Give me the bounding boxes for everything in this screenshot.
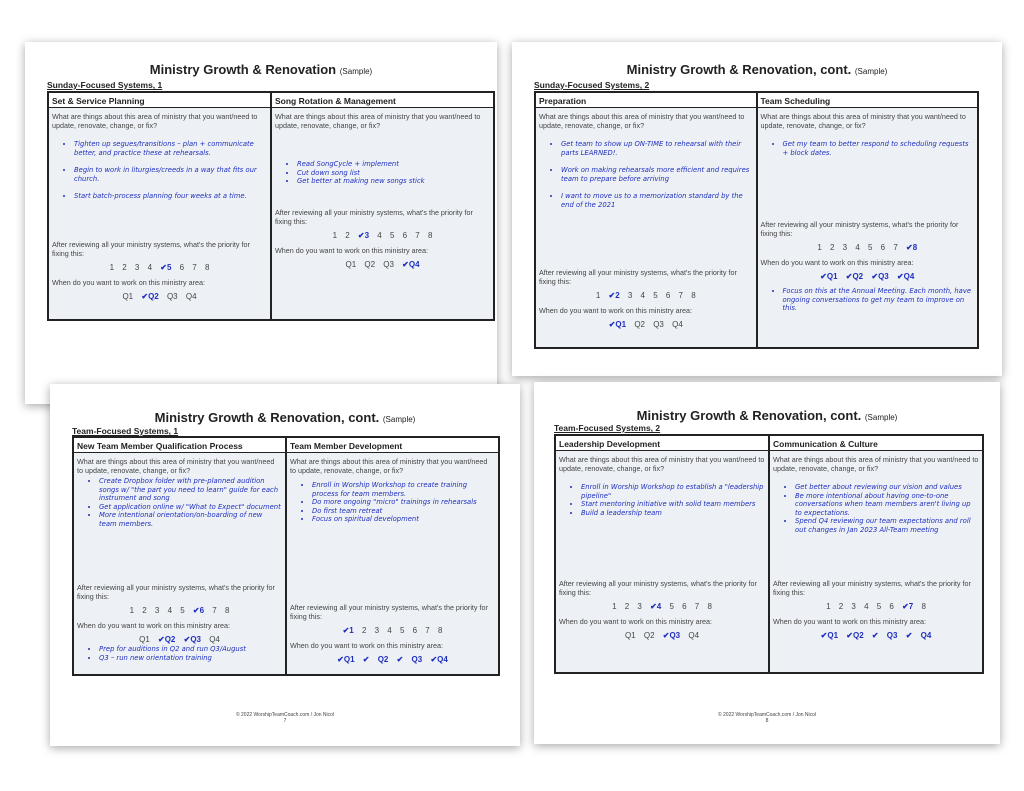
when-question: When do you want to work on this ministry area: (290, 641, 444, 650)
priority-section (77, 583, 282, 665)
when-question: When do you want to work on this ministry area: (539, 306, 693, 315)
priority-scale: 1 2 3 4 5 6 ✔7 8 (826, 602, 926, 611)
list-item: • Create Dropbox folder with pre-planned audition songs w/ "the part you need to learn" guide for each instrument and song (99, 477, 282, 503)
column-heading: Leadership Development (556, 436, 768, 451)
column-heading: Preparation (536, 93, 756, 108)
list-item: • Be more intentional about having one-to-one conversations when team members aren't living up to expectations. (795, 492, 979, 518)
list-item: • Enroll in Worship Workshop to create training process for team members. (312, 481, 495, 498)
when-question: When do you want to work on this ministry area: (773, 617, 927, 626)
question-text: What are things about this area of ministry that you want/need to update, renovate, change, or fix? (275, 112, 481, 130)
list-item: • Do more ongoing "micro" trainings in rehearsals (312, 498, 495, 507)
handwritten-notes (761, 287, 975, 313)
priority-section (773, 579, 979, 646)
priority-section (761, 220, 975, 316)
list-item: • Cut down song list (297, 169, 490, 178)
question-text: What are things about this area of ministry that you want/need to update, renovate, change, or fix? (773, 455, 979, 473)
column-body (287, 453, 498, 674)
list-item: • Begin to work in liturgies/creeds in a way that fits our church. (74, 166, 267, 183)
list-item: • Get team to show up ON-TIME to rehearsal with their parts LEARNED!. (561, 140, 753, 157)
section-label: Sunday-Focused Systems, 1 (47, 80, 163, 90)
column-body (536, 108, 756, 347)
list-item: • Read SongCycle + implement (297, 160, 490, 169)
list-item: • Q3 – run new orientation training (99, 654, 282, 663)
column-body (272, 108, 493, 319)
column-heading: New Team Member Qualification Process (74, 438, 285, 453)
priority-question: After reviewing all your ministry systems, what's the priority for fixing this: (52, 240, 250, 258)
quarter-selection: Q1 ✔Q2 ✔Q3 Q4 (139, 635, 220, 644)
worksheet-column-left (74, 438, 285, 674)
handwritten-list (290, 481, 495, 524)
priority-question: After reviewing all your ministry systems, what's the priority for fixing this: (760, 220, 959, 238)
column-body (758, 108, 978, 347)
list-item: • Get better at making new songs stick (297, 177, 490, 186)
handwritten-list (77, 477, 282, 528)
quarter-selection: ✔Q1 ✔Q2 ✔Q3 ✔Q4 (820, 272, 915, 281)
quarter-selection: ✔Q1 ✔ Q2 ✔ Q3 ✔Q4 (337, 655, 448, 664)
question-text: What are things about this area of ministry that you want/need to update, renovate, change, or fix? (559, 455, 765, 473)
worksheet-column-left (536, 93, 756, 347)
handwritten-list (559, 483, 765, 517)
worksheet-grid (72, 436, 500, 676)
column-heading: Communication & Culture (770, 436, 982, 451)
column-heading: Set & Service Planning (49, 93, 270, 108)
handwritten-notes (77, 645, 282, 662)
worksheet-column-right (768, 436, 982, 672)
worksheet-column-left (49, 93, 270, 319)
handwritten-list (539, 140, 753, 209)
page-number: 8 (765, 718, 769, 724)
priority-section (559, 579, 765, 646)
handwritten-list (52, 140, 267, 201)
page-footer (50, 712, 520, 724)
worksheet-column-right (756, 93, 978, 347)
column-body (49, 108, 270, 319)
list-item: • Work on making rehearsals more efficient and requires team to prepare before arriving (561, 166, 753, 183)
priority-question: After reviewing all your ministry systems, what's the priority for fixing this: (275, 208, 473, 226)
page-title: Ministry Growth & Renovation (Sample) (149, 62, 373, 77)
column-heading: Team Scheduling (758, 93, 978, 108)
handwritten-list (773, 483, 979, 534)
list-item: • I want to move us to a memorization standard by the end of the 2021 (561, 192, 753, 209)
column-body (556, 451, 768, 672)
copyright-text: © 2022 WorshipTeamCoach.com / Jon Nicol (717, 712, 817, 718)
section-label: Sunday-Focused Systems, 2 (534, 80, 650, 90)
priority-scale: 1 ✔2 3 4 5 6 7 8 (595, 291, 696, 300)
list-item: • Enroll in Worship Workshop to establish a "leadership pipeline" (581, 483, 765, 500)
list-item: • Focus on spiritual development (312, 515, 495, 524)
priority-section (52, 240, 267, 307)
priority-scale: ✔1 2 3 4 5 6 7 8 (342, 626, 443, 635)
worksheet-column-right (270, 93, 493, 319)
list-item: • Spend Q4 reviewing our team expectations and roll out changes in Jan 2023 All-Team meeting (795, 517, 979, 534)
worksheet-grid (554, 434, 984, 674)
column-body (770, 451, 982, 672)
priority-question: After reviewing all your ministry systems, what's the priority for fixing this: (773, 579, 971, 597)
priority-question: After reviewing all your ministry systems, what's the priority for fixing this: (77, 583, 275, 601)
list-item: • Start batch-process planning four weeks at a time. (74, 192, 267, 201)
when-question: When do you want to work on this ministry area: (275, 246, 429, 255)
quarter-selection: Q1 Q2 Q3 ✔Q4 (345, 260, 420, 269)
handwritten-list (275, 160, 490, 186)
priority-scale: 1 2 3 4 5 ✔6 7 8 (129, 606, 230, 615)
page-team-systems-1 (50, 384, 520, 746)
handwritten-list (761, 140, 975, 157)
worksheet-grid (534, 91, 979, 349)
question-text: What are things about this area of ministry that you want/need to update, renovate, change, or fix? (52, 112, 258, 130)
list-item: • Get better about reviewing our vision and values (795, 483, 979, 492)
question-text: What are things about this area of ministry that you want/need to update, renovate, change, or fix? (760, 112, 966, 130)
priority-section (290, 603, 495, 670)
quarter-selection: ✔Q1 Q2 Q3 Q4 (608, 320, 683, 329)
page-title: Ministry Growth & Renovation, cont. (Sample) (636, 408, 898, 423)
when-question: When do you want to work on this ministry area: (559, 617, 713, 626)
page-sunday-systems-1 (25, 42, 497, 404)
list-item: • Prep for auditions in Q2 and run Q3/August (99, 645, 282, 654)
quarter-selection: ✔Q1 ✔Q2 ✔ Q3 ✔ Q4 (820, 631, 932, 640)
page-title: Ministry Growth & Renovation, cont. (Sample) (154, 410, 416, 425)
question-text: What are things about this area of ministry that you want/need to update, renovate, change, or fix? (539, 112, 745, 130)
copyright-text: © 2022 WorshipTeamCoach.com / Jon Nicol (235, 712, 335, 718)
page-number: 7 (283, 718, 287, 724)
page-footer (534, 712, 1000, 724)
priority-question: After reviewing all your ministry systems, what's the priority for fixing this: (290, 603, 488, 621)
priority-question: After reviewing all your ministry systems, what's the priority for fixing this: (559, 579, 757, 597)
column-heading: Team Member Development (287, 438, 498, 453)
when-question: When do you want to work on this ministry area: (760, 258, 914, 267)
worksheet-column-left (556, 436, 768, 672)
column-body (74, 453, 285, 674)
section-label: Team-Focused Systems, 1 (72, 426, 179, 436)
quarter-selection: Q1 Q2 ✔Q3 Q4 (624, 631, 700, 640)
when-question: When do you want to work on this ministry area: (52, 278, 206, 287)
column-heading: Song Rotation & Management (272, 93, 493, 108)
list-item: • Focus on this at the Annual Meeting. Each month, have ongoing conversations to get my team to improve on this. (783, 287, 975, 313)
priority-scale: 1 2 3 4 5 6 7 ✔8 (817, 243, 918, 252)
list-item: • Tighten up segues/transitions – plan + communicate better, and practice these at rehearsals. (74, 140, 267, 157)
list-item: • Get application online w/ "What to Expect" document (99, 503, 282, 512)
priority-scale: 1 2 ✔3 4 5 6 7 8 (332, 231, 433, 240)
priority-section (275, 208, 490, 275)
page-sunday-systems-2 (512, 42, 1002, 376)
worksheet-grid (47, 91, 495, 321)
page-team-systems-2 (534, 382, 1000, 744)
worksheet-column-right (285, 438, 498, 674)
list-item: • Build a leadership team (581, 509, 765, 518)
quarter-selection: Q1 ✔Q2 Q3 Q4 (122, 292, 197, 301)
list-item: • Start mentoring initiative with solid team members (581, 500, 765, 509)
list-item: • Get my team to better respond to scheduling requests + block dates. (783, 140, 975, 157)
list-item: • More intentional orientation/on-boarding of new team members. (99, 511, 282, 528)
priority-section (539, 268, 753, 335)
list-item: • Do first team retreat (312, 507, 495, 516)
page-title: Ministry Growth & Renovation, cont. (Sample) (626, 62, 888, 77)
question-text: What are things about this area of ministry that you want/need to update, renovate, change, or fix? (290, 457, 488, 475)
priority-scale: 1 2 3 ✔4 5 6 7 8 (612, 602, 712, 611)
priority-scale: 1 2 3 4 ✔5 6 7 8 (109, 263, 210, 272)
question-text: What are things about this area of ministry that you want/need to update, renovate, change, or fix? (77, 457, 275, 475)
priority-question: After reviewing all your ministry systems, what's the priority for fixing this: (539, 268, 737, 286)
when-question: When do you want to work on this ministry area: (77, 621, 231, 630)
section-label: Team-Focused Systems, 2 (554, 423, 661, 433)
